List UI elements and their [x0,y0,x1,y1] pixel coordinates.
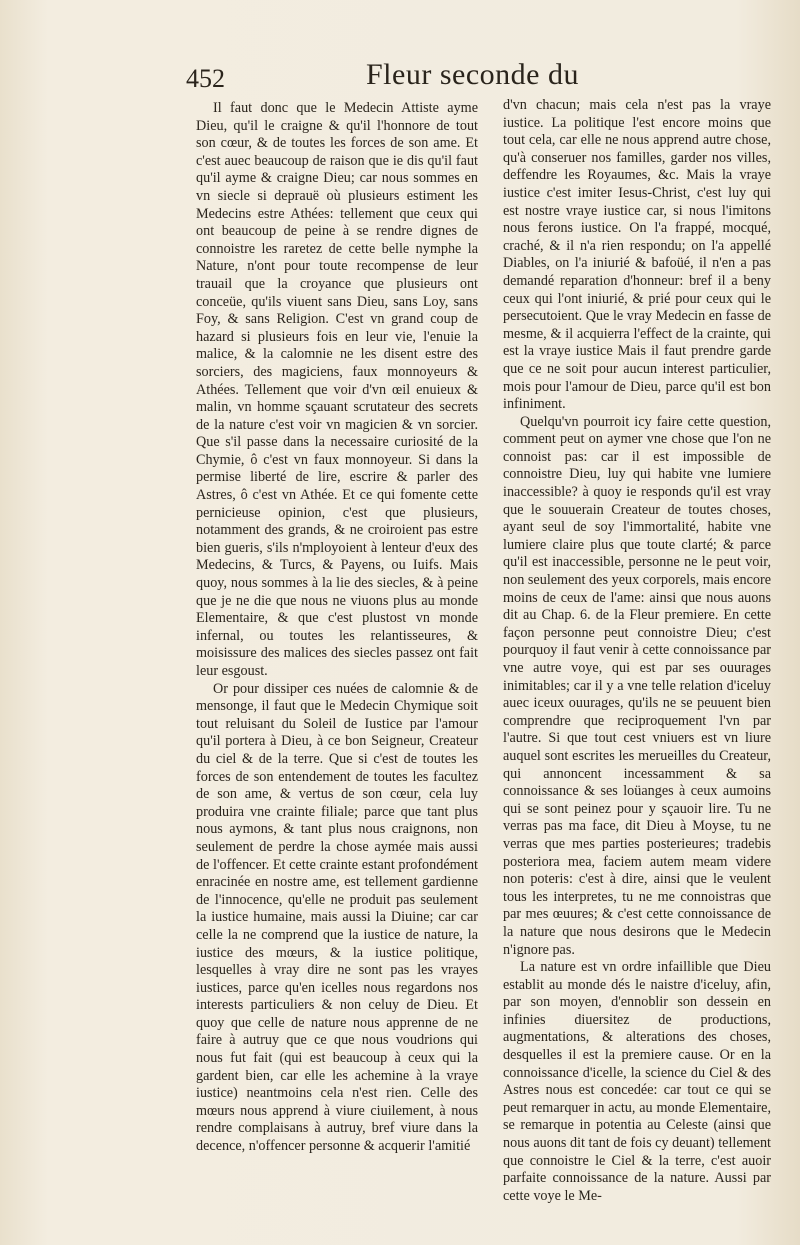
running-head: Fleur seconde du [366,58,579,91]
paragraph: Quelqu'vn pourroit icy faire cette question, comment peut on aymer vne chose que l'on ne connoist pas: car il est impossible de connoistre Dieu, luy qui habite vne lumiere inaccessible? à quoy ie responds qu'il est vray que le souuerain Createur de toutes choses, ayant seul de soy l'immortalité, habite vne lumiere claire plus que toute clarté; & parce qu'il est inaccessible, personne ne le peut voir, non seulement des yeux corporels, mais encore moins de ceux de l'ame: ainsi que nous auons dit au Chap. 6. de la Fleur premiere. En cette façon personne peut connoistre Dieu; c'est pourquoy il faut venir à cette connoissance par vne autre voye, qui est par ses ouurages inimitables; car il y a vne telle relation d'iceluy auec iceux ouurages, qu'ils ne se peuuent bien comprendre que reciproquement l'vn par l'autre. Si que tout cest vniuers est vn liure auquel sont escrites les merueilles du Createur, qui annoncent incessamment & sa connoissance & ses loüanges à ceux aumoins qui se sont peinez pour y sçauoir lire. Tu ne verras pas ma face, dit Dieu à Moyse, tu ne verras que mes parties posterieures; tradebis posteriora mea, faciem autem meam videre non poteris: c'est à dire, ainsi que le veulent tous les interpretes, tu ne me connoistras que par mes œuures; & c'est cette connoissance de la nature que nous desirons que le Medecin n'ignore pas. [503,413,771,958]
right-column [503,97,771,1205]
paragraph: d'vn chacun; mais cela n'est pas la vraye iustice. La politique l'est encore moins que tout cela, car elle ne nous apprend autre chose, qu'à conseruer nos familles, garder nos villes, deffendre les Royaumes, &c. Mais la vraye iustice c'est imiter Iesus-Christ, c'est luy qui est nostre vraye iustice car, si nous l'imitons nous ferons iustice. On l'a frappé, mocqué, craché, & il n'a rien respondu; on l'a appellé Diables, on l'a iniurié & bafoüé, il n'en a pas demandé reparation d'honneur: bref il a beny ceux qui l'ont iniurié, & prié pour ceux qui le persecutoient. Que le vray Medecin en fasse de mesme, & il acquierra l'effect de la crainte, qui est la vraye iustice Mais il faut prendre garde que ce ne soit pour aucun interest particulier, mois pour l'amour de Dieu, parce qu'il est bon infiniment. [503,97,771,413]
left-column [196,100,478,1156]
paragraph: La nature est vn ordre infaillible que Dieu establit au monde dés le naistre d'iceluy, afin, par son moyen, d'ennoblir son dessein en infinies diuersitez de productions, augmentations, & alterations des choses, desquelles il est la premiere cause. Or en la connoissance d'icelle, la science du Ciel & des Astres nous est concedée: car tout ce qui se peut remarquer in actu, au monde Elementaire, se remarque in potentia au Celeste (ainsi que nous auons dit tant de fois cy deuant) tellement que connoistre le Ciel & la terre, c'est auoir parfaite connoissance de la nature. Aussi par cette voye le Me- [503,959,771,1204]
page-number: 452 [186,64,225,93]
paragraph: Il faut donc que le Medecin Attiste ayme Dieu, qu'il le craigne & qu'il l'honnore de tout son cœur, & de toutes les forces de son ame. Et c'est auec beaucoup de raison que ie dis qu'il faut qu'il ayme & craigne Dieu; car nous sommes en vn siecle si deprauë où plusieurs estiment les Medecins estre Athées: tellement que ceux qui ont beaucoup de peine à se rendre dignes de connoistre les raretez de cette belle nymphe la Nature, n'ont pour toute recompense de leur trauail que la croyance que plusieurs ont conceüe, qu'ils viuent sans Dieu, sans Loy, sans Foy, & sans Religion. C'est vn grand coup de hazard si plusieurs fois en leur vie, l'enuie la malice, & la calomnie ne les disent estre des sorciers, des magiciens, faux monnoyeurs & Athées. Tellement que voir d'vn œil enuieux & malin, vn homme sçauant scrutateur des secrets de la nature c'est voir vn magicien & vn sorcier. Que s'il passe dans la necessaire curiosité de la Chymie, ô c'est vn faux monnoyeur. Si dans la permise liberté de lire, escrire & parler des Astres, ô c'est vn Athée. Et ce qui fomente cette pernicieuse opinion, c'est que plusieurs, notamment des grands, & ne croiroient pas estre bien gueris, s'ils n'mployoient à lenteur d'eux des Medecins, & Turcs, & Payens, ou Iuifs. Mais quoy, nous sommes à la lie des siecles, & à peine que je ne die que nous ne viuons plus au monde Elementaire, & que c'est plustost vn monde infernal, ou toutes les relantisseures, & moisissure des malices des siecles passez ont fait leur esgoust. [196,100,478,679]
paragraph: Or pour dissiper ces nuées de calomnie & de mensonge, il faut que le Medecin Chymique soit tout reluisant du Soleil de Iustice par l'amour qu'il portera à Dieu, à ce bon Seigneur, Createur du ciel & de la terre. Que si c'est de toutes les forces de son entendement de toutes les facultez de son ame, & vertus de son cœur, cela luy produira vne crainte filiale; parce que tant plus nous aymons, & tant plus nous craignons, non seulement de perdre la chose aymée mais aussi de l'offencer. Et cette crainte estant profondément enracinée en nostre ame, est tellement gardienne de l'innocence, qu'elle ne produit pas seulement la iustice humaine, mais aussi la Diuine; car car celle la ne comprend que la iustice de nature, la iustice des mœurs, & la iustice politique, lesquelles à vray dire ne sont pas les vrayes iustices, parce qu'en icelles nous regardons nos interests particuliers & non celuy de Dieu. Et quoy que celle de nature nous apprenne de ne faire à autruy que ce que nous voudrions qui nous fut fait (qui est beaucoup à ceux qui la gardent bien, car elle les achemine à la vraye iustice) neantmoins cela n'est rien. Celle des mœurs nous apprend à viure ciuilement, à nous rendre complaisans à autruy, bref viure dans la decence, n'offencer personne & acquerir l'amitié [196,680,478,1155]
page-header [186,58,746,98]
